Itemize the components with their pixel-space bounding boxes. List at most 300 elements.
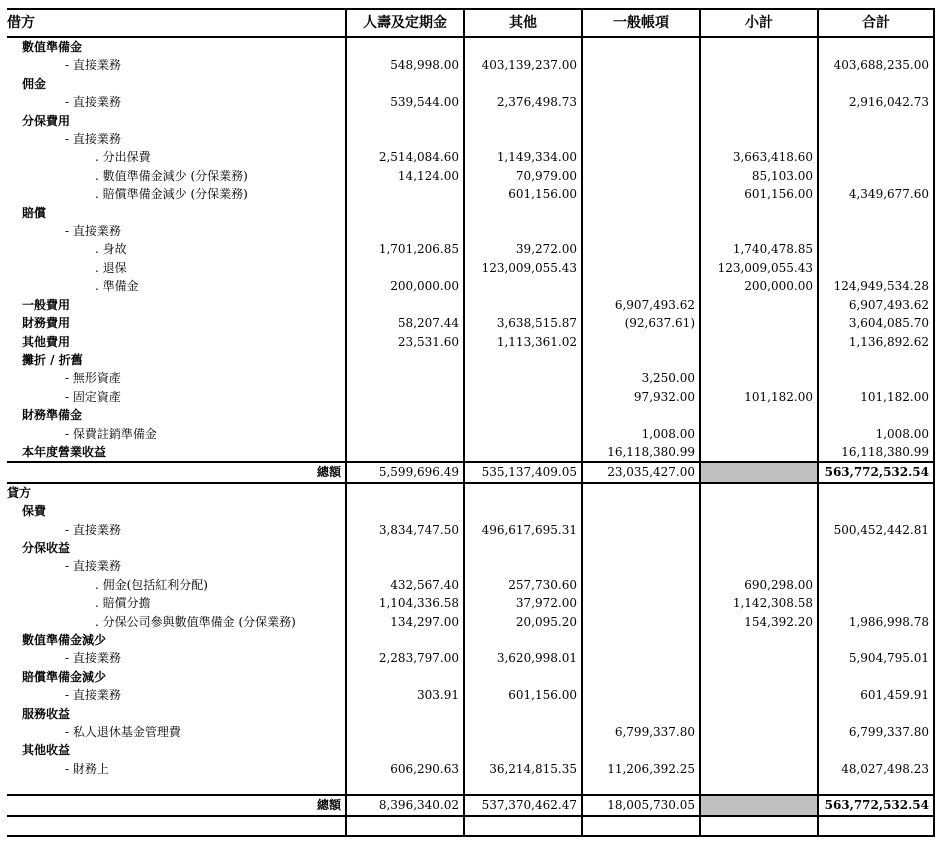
cell-subtotal: [700, 723, 818, 741]
cell-other: [464, 112, 582, 130]
cell-life: [346, 130, 464, 148]
row-label: - 直接業務: [65, 95, 121, 110]
cell-other: [464, 557, 582, 575]
cell-total: 16,118,380.99: [818, 443, 934, 462]
debit-row: [7, 388, 934, 406]
credit-row: [7, 723, 934, 741]
cell-total: [818, 576, 934, 594]
cell-subtotal: [700, 741, 818, 759]
total-cell-other: 537,370,462.47: [464, 795, 582, 815]
row-label: . 退保: [95, 260, 127, 275]
cell-life: [346, 741, 464, 759]
cell-total: 601,459.91: [818, 686, 934, 704]
credit-title-row: [7, 483, 934, 502]
cell-other: [464, 369, 582, 387]
cell-subtotal: 123,009,055.43: [700, 259, 818, 277]
cell-subtotal: [700, 351, 818, 369]
cell-total: [818, 668, 934, 686]
blank-cell: [582, 816, 700, 836]
cell-general: [582, 351, 700, 369]
debit-row: [7, 167, 934, 185]
cell-subtotal: 3,663,418.60: [700, 148, 818, 166]
debit-row: [7, 369, 934, 387]
total-cell-subtotal: [700, 795, 818, 815]
row-label: 數值準備金減少: [22, 633, 107, 647]
row-label: 財務準備金: [22, 408, 83, 423]
cell-other: 36,214,815.35: [464, 760, 582, 778]
col-header-life: 人壽及定期金: [346, 9, 464, 37]
cell-life: 3,834,747.50: [346, 521, 464, 539]
total-cell-life: 8,396,340.02: [346, 795, 464, 815]
cell-subtotal: [700, 443, 818, 462]
cell-total: 6,907,493.62: [818, 296, 934, 314]
cell-general: [582, 406, 700, 424]
cell-other: 2,376,498.73: [464, 93, 582, 111]
cell-other: [464, 277, 582, 295]
cell-total: 6,799,337.80: [818, 723, 934, 741]
cell-total: [818, 741, 934, 759]
cell-life: [346, 259, 464, 277]
total-cell-subtotal: [700, 462, 818, 482]
cell-other: 601,156.00: [464, 686, 582, 704]
row-label: - 保費註銷準備金: [65, 426, 157, 441]
total-cell-total: 563,772,532.54: [818, 462, 934, 482]
row-label: 分保收益: [22, 540, 71, 555]
credit-row: [7, 521, 934, 539]
cell-general: [582, 333, 700, 351]
row-label: - 固定資產: [65, 389, 121, 404]
cell-general: [582, 185, 700, 203]
cell-other: [464, 705, 582, 723]
cell-general: [582, 705, 700, 723]
row-label: 本年度營業收益: [22, 444, 107, 459]
cell-subtotal: [700, 705, 818, 723]
cell-other: 496,617,695.31: [464, 521, 582, 539]
cell-general: [582, 557, 700, 575]
credit-title: 貸方: [7, 485, 32, 500]
cell-other: [464, 406, 582, 424]
debit-row: [7, 259, 934, 277]
cell-general: [582, 56, 700, 74]
cell-general: [582, 741, 700, 759]
cell-other: 123,009,055.43: [464, 259, 582, 277]
cell-other: 39,272.00: [464, 240, 582, 258]
cell-life: [346, 75, 464, 93]
cell-other: [464, 296, 582, 314]
debit-row: [7, 351, 934, 369]
blank-cell: [700, 778, 818, 795]
cell-subtotal: [700, 112, 818, 130]
cell-other: 3,620,998.01: [464, 649, 582, 667]
cell-general: [582, 204, 700, 222]
blank-cell: [464, 778, 582, 795]
cell-total: [818, 204, 934, 222]
cell-life: 539,544.00: [346, 93, 464, 111]
debit-row: [7, 204, 934, 222]
blank-cell: [464, 816, 582, 836]
row-label: - 無形資產: [65, 371, 121, 386]
financial-statement-table: [7, 8, 935, 837]
cell-general: [582, 631, 700, 649]
cell-total: [818, 631, 934, 649]
end-row: [7, 816, 934, 836]
row-label: 其他費用: [22, 334, 71, 349]
cell-subtotal: [700, 222, 818, 240]
cell-other: 3,638,515.87: [464, 314, 582, 332]
cell-total: [818, 130, 934, 148]
cell-life: 1,701,206.85: [346, 240, 464, 258]
cell-subtotal: [700, 521, 818, 539]
debit-row: [7, 148, 934, 166]
cell-other: [464, 539, 582, 557]
row-label: . 身故: [95, 242, 127, 257]
cell-total: [818, 351, 934, 369]
credit-row: [7, 686, 934, 704]
cell-life: 1,104,336.58: [346, 594, 464, 612]
cell-life: 134,297.00: [346, 613, 464, 631]
cell-general: [582, 93, 700, 111]
cell-life: [346, 222, 464, 240]
cell-life: 200,000.00: [346, 277, 464, 295]
cell-subtotal: [700, 75, 818, 93]
cell-other: 1,149,334.00: [464, 148, 582, 166]
total-label: 總額: [7, 462, 346, 482]
cell-subtotal: [700, 314, 818, 332]
total-cell-other: 535,137,409.05: [464, 462, 582, 482]
cell-subtotal: 1,740,478.85: [700, 240, 818, 258]
row-label: 佣金: [22, 76, 47, 91]
cell-life: [346, 296, 464, 314]
credit-row: [7, 631, 934, 649]
row-label: . 數值準備金減少 (分保業務): [95, 168, 248, 183]
cell-subtotal: 85,103.00: [700, 167, 818, 185]
cell-subtotal: [700, 130, 818, 148]
cell-subtotal: [700, 686, 818, 704]
row-label: - 直接業務: [65, 132, 121, 147]
col-header-total: 合計: [818, 9, 934, 37]
cell-total: [818, 37, 934, 56]
cell-life: 2,283,797.00: [346, 649, 464, 667]
cell-subtotal: [700, 631, 818, 649]
total-cell-general: 18,005,730.05: [582, 795, 700, 815]
col-header-general: 一般帳項: [582, 9, 700, 37]
cell-general: [582, 37, 700, 56]
cell-other: 601,156.00: [464, 185, 582, 203]
cell-life: [346, 668, 464, 686]
cell-other: [464, 222, 582, 240]
cell-total: [818, 502, 934, 520]
cell-subtotal: [700, 668, 818, 686]
cell-general: [582, 668, 700, 686]
col-header-subtotal: 小計: [700, 9, 818, 37]
cell-general: [582, 277, 700, 295]
cell-life: [346, 631, 464, 649]
blank-cell: [7, 778, 346, 795]
cell-life: [346, 705, 464, 723]
cell-other: 1,113,361.02: [464, 333, 582, 351]
col-header-other: 其他: [464, 9, 582, 37]
cell-general: [582, 75, 700, 93]
total-cell-general: 23,035,427.00: [582, 462, 700, 482]
cell-total: 3,604,085.70: [818, 314, 934, 332]
cell-total: [818, 557, 934, 575]
debit-title: 借方: [7, 9, 346, 37]
cell-general: [582, 521, 700, 539]
cell-other: [464, 130, 582, 148]
cell-life: 606,290.63: [346, 760, 464, 778]
cell-life: [346, 502, 464, 520]
row-label: 一般費用: [22, 297, 71, 312]
cell-other: [464, 425, 582, 443]
cell-subtotal: [700, 369, 818, 387]
debit-row: [7, 406, 934, 424]
cell-other: [464, 443, 582, 462]
debit-row: [7, 425, 934, 443]
credit-row: [7, 649, 934, 667]
cell-other: [464, 723, 582, 741]
cell-other: [464, 388, 582, 406]
cell-general: 3,250.00: [582, 369, 700, 387]
cell-total: [818, 240, 934, 258]
cell-subtotal: 690,298.00: [700, 576, 818, 594]
debit-row: [7, 93, 934, 111]
debit-row: [7, 296, 934, 314]
cell-other: [464, 204, 582, 222]
cell-general: 6,799,337.80: [582, 723, 700, 741]
debit-row: [7, 37, 934, 56]
cell-life: 303.91: [346, 686, 464, 704]
cell-subtotal: [700, 37, 818, 56]
debit-row: [7, 443, 934, 462]
cell-life: 58,207.44: [346, 314, 464, 332]
cell-subtotal: [700, 296, 818, 314]
cell-total: 500,452,442.81: [818, 521, 934, 539]
cell-general: [582, 613, 700, 631]
credit-row: [7, 613, 934, 631]
cell-life: 432,567.40: [346, 576, 464, 594]
row-label: - 直接業務: [65, 651, 121, 666]
cell-life: 548,998.00: [346, 56, 464, 74]
debit-row: [7, 240, 934, 258]
cell-general: [582, 539, 700, 557]
row-label: . 佣金(包括紅利分配): [95, 577, 208, 592]
cell-subtotal: [700, 539, 818, 557]
cell-total: [818, 705, 934, 723]
blank-cell: [700, 483, 818, 502]
cell-life: [346, 388, 464, 406]
row-label: . 分保公司參與數值準備金 (分保業務): [95, 614, 296, 629]
cell-total: 1,008.00: [818, 425, 934, 443]
cell-total: [818, 112, 934, 130]
blank-cell: [818, 483, 934, 502]
blank-cell: [346, 483, 464, 502]
cell-other: [464, 75, 582, 93]
debit-total-row: [7, 462, 934, 482]
debit-row: [7, 185, 934, 203]
cell-life: [346, 443, 464, 462]
debit-row: [7, 56, 934, 74]
total-cell-life: 5,599,696.49: [346, 462, 464, 482]
cell-general: [582, 686, 700, 704]
debit-row: [7, 222, 934, 240]
credit-row: [7, 705, 934, 723]
cell-total: [818, 75, 934, 93]
cell-total: 5,904,795.01: [818, 649, 934, 667]
cell-other: [464, 502, 582, 520]
debit-row: [7, 112, 934, 130]
cell-general: 1,008.00: [582, 425, 700, 443]
row-label: 賠償準備金減少: [22, 669, 107, 684]
credit-row: [7, 741, 934, 759]
cell-subtotal: 200,000.00: [700, 277, 818, 295]
cell-total: 48,027,498.23: [818, 760, 934, 778]
row-label: 財務費用: [22, 316, 71, 331]
cell-subtotal: [700, 204, 818, 222]
debit-row: [7, 277, 934, 295]
cell-other: 70,979.00: [464, 167, 582, 185]
blank-cell: [346, 778, 464, 795]
cell-general: [582, 502, 700, 520]
blank-cell: [818, 816, 934, 836]
header-row: [7, 9, 934, 37]
row-label: - 直接業務: [65, 688, 121, 703]
cell-total: [818, 222, 934, 240]
cell-total: 124,949,534.28: [818, 277, 934, 295]
cell-life: [346, 204, 464, 222]
cell-general: [582, 594, 700, 612]
row-label: . 賠償分擔: [95, 596, 151, 611]
cell-general: [582, 576, 700, 594]
cell-general: [582, 649, 700, 667]
cell-life: [346, 369, 464, 387]
blank-cell: [346, 816, 464, 836]
cell-total: [818, 167, 934, 185]
spacer-row: [7, 778, 934, 795]
row-label: 攤折 / 折舊: [22, 352, 83, 367]
cell-subtotal: 1,142,308.58: [700, 594, 818, 612]
row-label: 賠償: [22, 205, 47, 220]
blank-cell: [582, 778, 700, 795]
cell-general: [582, 259, 700, 277]
cell-total: [818, 539, 934, 557]
total-cell-total: 563,772,532.54: [818, 795, 934, 815]
cell-total: 2,916,042.73: [818, 93, 934, 111]
cell-general: 97,932.00: [582, 388, 700, 406]
cell-other: [464, 631, 582, 649]
credit-row: [7, 539, 934, 557]
cell-other: 37,972.00: [464, 594, 582, 612]
cell-life: [346, 37, 464, 56]
cell-life: 2,514,084.60: [346, 148, 464, 166]
row-label: . 準備金: [95, 279, 139, 294]
cell-other: [464, 668, 582, 686]
cell-other: [464, 741, 582, 759]
credit-row: [7, 557, 934, 575]
row-label: . 分出保費: [95, 150, 151, 165]
cell-subtotal: 101,182.00: [700, 388, 818, 406]
row-label: - 直接業務: [65, 559, 121, 574]
row-label: - 直接業務: [65, 522, 121, 537]
credit-row: [7, 576, 934, 594]
cell-general: [582, 222, 700, 240]
row-label: 保費: [22, 504, 47, 519]
cell-total: 1,986,998.78: [818, 613, 934, 631]
cell-general: [582, 167, 700, 185]
row-label: - 私人退休基金管理費: [65, 725, 181, 740]
cell-total: 1,136,892.62: [818, 333, 934, 351]
cell-life: [346, 723, 464, 741]
cell-life: [346, 425, 464, 443]
cell-subtotal: [700, 649, 818, 667]
cell-general: 6,907,493.62: [582, 296, 700, 314]
cell-total: 403,688,235.00: [818, 56, 934, 74]
credit-total-row: [7, 795, 934, 815]
cell-total: 101,182.00: [818, 388, 934, 406]
cell-total: [818, 259, 934, 277]
cell-subtotal: [700, 425, 818, 443]
cell-life: [346, 351, 464, 369]
cell-total: [818, 369, 934, 387]
cell-general: [582, 112, 700, 130]
cell-life: [346, 112, 464, 130]
cell-general: [582, 130, 700, 148]
cell-total: [818, 148, 934, 166]
cell-life: 14,124.00: [346, 167, 464, 185]
row-label: - 財務上: [65, 761, 109, 776]
debit-row: [7, 333, 934, 351]
cell-life: [346, 185, 464, 203]
cell-other: 257,730.60: [464, 576, 582, 594]
credit-row: [7, 668, 934, 686]
cell-subtotal: [700, 502, 818, 520]
cell-total: [818, 406, 934, 424]
cell-life: 23,531.60: [346, 333, 464, 351]
row-label: . 賠償準備金減少 (分保業務): [95, 187, 248, 202]
credit-row: [7, 502, 934, 520]
row-label: 數值準備金: [22, 40, 83, 54]
cell-subtotal: 601,156.00: [700, 185, 818, 203]
cell-total: [818, 594, 934, 612]
credit-row: [7, 594, 934, 612]
cell-subtotal: [700, 333, 818, 351]
blank-cell: [582, 483, 700, 502]
cell-other: 403,139,237.00: [464, 56, 582, 74]
debit-row: [7, 314, 934, 332]
cell-other: [464, 351, 582, 369]
total-label: 總額: [7, 795, 346, 815]
debit-row: [7, 130, 934, 148]
cell-other: 20,095.20: [464, 613, 582, 631]
cell-life: [346, 539, 464, 557]
cell-total: 4,349,677.60: [818, 185, 934, 203]
cell-life: [346, 557, 464, 575]
cell-general: 11,206,392.25: [582, 760, 700, 778]
blank-cell: [464, 483, 582, 502]
blank-cell: [700, 816, 818, 836]
blank-cell: [818, 778, 934, 795]
cell-general: [582, 240, 700, 258]
row-label: 服務收益: [22, 706, 71, 721]
blank-cell: [7, 816, 346, 836]
credit-row: [7, 760, 934, 778]
row-label: - 直接業務: [65, 224, 121, 239]
cell-general: [582, 148, 700, 166]
row-label: 分保費用: [22, 113, 71, 128]
cell-subtotal: 154,392.20: [700, 613, 818, 631]
cell-subtotal: [700, 760, 818, 778]
cell-other: [464, 37, 582, 56]
cell-subtotal: [700, 93, 818, 111]
